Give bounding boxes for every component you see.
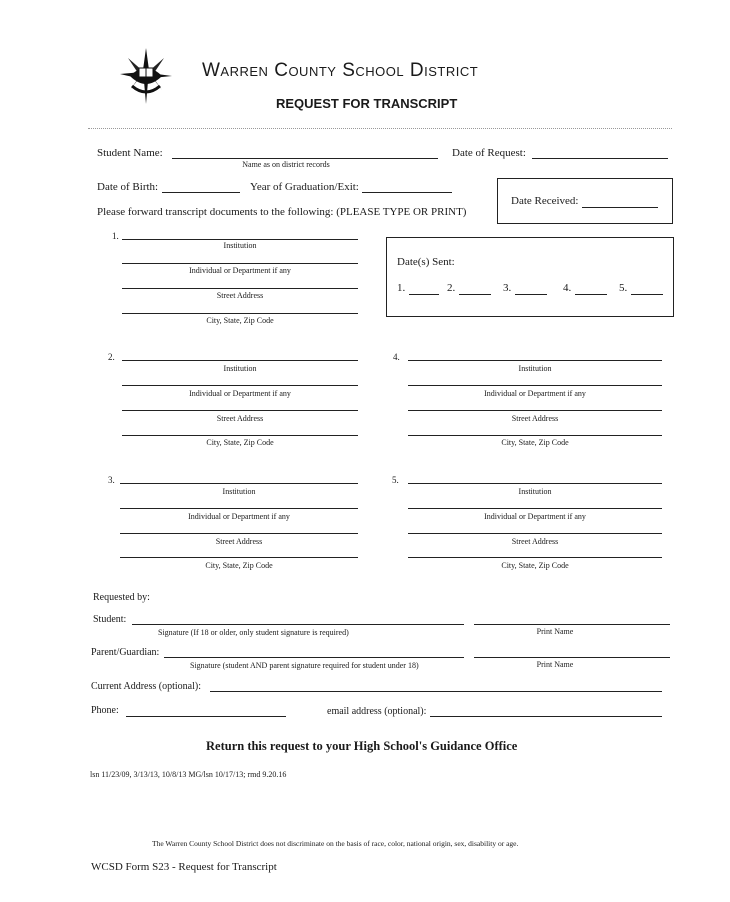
- recipient-4-number: 4.: [393, 352, 400, 362]
- recipient-5-city-caption: City, State, Zip Code: [501, 561, 569, 570]
- recipient-2-department-caption: Individual or Department if any: [189, 389, 291, 398]
- district-logo: [116, 46, 176, 106]
- form-identifier: WCSD Form S23 - Request for Transcript: [91, 861, 277, 873]
- recipient-5-city-field[interactable]: [408, 557, 662, 558]
- recipient-4-city-caption: City, State, Zip Code: [501, 438, 569, 447]
- recipient-3-department-field[interactable]: [120, 508, 358, 509]
- email-field[interactable]: [430, 716, 662, 717]
- recipient-5-institution-caption: Institution: [518, 487, 552, 496]
- sent-field-3[interactable]: [515, 294, 547, 295]
- student-signature-field[interactable]: [132, 624, 464, 625]
- sent-field-5[interactable]: [631, 294, 663, 295]
- dates-sent-label: Date(s) Sent:: [397, 256, 455, 268]
- recipient-1-department-field[interactable]: [122, 263, 358, 264]
- recipient-3-number: 3.: [108, 475, 115, 485]
- parent-signature-caption: Signature (student AND parent signature required for student under 18): [190, 661, 419, 670]
- recipient-3-street-caption: Street Address: [215, 537, 263, 546]
- recipient-1-street-caption: Street Address: [216, 291, 264, 300]
- recipient-2-street-field[interactable]: [122, 410, 358, 411]
- student-print-name-field[interactable]: [474, 624, 670, 625]
- revision-history: lsn 11/23/09, 3/13/13, 10/8/13 MG/lsn 10/17/13; rmd 9.20.16: [90, 770, 287, 779]
- recipient-2-street-caption: Street Address: [216, 414, 264, 423]
- current-address-label: Current Address (optional):: [91, 681, 201, 692]
- recipient-5-institution-field[interactable]: [408, 483, 662, 484]
- recipient-4-department-caption: Individual or Department if any: [484, 389, 586, 398]
- sent-field-2[interactable]: [459, 294, 491, 295]
- recipient-5-street-field[interactable]: [408, 533, 662, 534]
- phone-field[interactable]: [126, 716, 286, 717]
- parent-label: Parent/Guardian:: [91, 647, 160, 658]
- nondiscrimination-statement: The Warren County School District does not discriminate on the basis of race, color, national origin, sex, disability or age.: [152, 839, 519, 848]
- dates-sent-box: [386, 237, 674, 317]
- recipient-4-street-caption: Street Address: [511, 414, 559, 423]
- student-name-label: Student Name:: [97, 147, 163, 159]
- recipient-1-institution-caption: Institution: [223, 241, 257, 250]
- recipient-2-city-field[interactable]: [122, 435, 358, 436]
- date-request-label: Date of Request:: [452, 147, 526, 159]
- recipient-4-city-field[interactable]: [408, 435, 662, 436]
- parent-print-name-caption: Print Name: [536, 660, 574, 669]
- recipient-3-department-caption: Individual or Department if any: [188, 512, 290, 521]
- recipient-2-number: 2.: [108, 352, 115, 362]
- sent-field-1[interactable]: [409, 294, 439, 295]
- recipient-1-institution-field[interactable]: [122, 239, 358, 240]
- recipient-5-number: 5.: [392, 475, 399, 485]
- forward-instructions: Please forward transcript documents to the following: (PLEASE TYPE OR PRINT): [97, 206, 467, 218]
- recipient-4-street-field[interactable]: [408, 410, 662, 411]
- sent-num-4: 4.: [563, 282, 572, 294]
- sent-num-5: 5.: [619, 282, 628, 294]
- date-request-field[interactable]: [532, 158, 668, 159]
- form-title: REQUEST FOR TRANSCRIPT: [276, 96, 458, 111]
- parent-signature-field[interactable]: [164, 657, 464, 658]
- sent-num-1: 1.: [397, 282, 406, 294]
- recipient-3-city-field[interactable]: [120, 557, 358, 558]
- recipient-1-city-caption: City, State, Zip Code: [206, 316, 274, 325]
- recipient-3-street-field[interactable]: [120, 533, 358, 534]
- header-divider: [88, 128, 672, 129]
- recipient-1-number: 1.: [112, 231, 119, 241]
- dob-field[interactable]: [162, 192, 240, 193]
- district-name: Warren County School District: [202, 60, 479, 81]
- requested-by-label: Requested by:: [93, 592, 150, 603]
- student-print-name-caption: Print Name: [536, 627, 574, 636]
- recipient-2-institution-caption: Institution: [223, 364, 257, 373]
- sent-num-3: 3.: [503, 282, 512, 294]
- recipient-4-institution-field[interactable]: [408, 360, 662, 361]
- recipient-5-department-caption: Individual or Department if any: [484, 512, 586, 521]
- student-signature-caption: Signature (If 18 or older, only student signature is required): [158, 628, 349, 637]
- recipient-3-city-caption: City, State, Zip Code: [205, 561, 273, 570]
- recipient-4-institution-caption: Institution: [518, 364, 552, 373]
- recipient-3-institution-caption: Institution: [222, 487, 256, 496]
- recipient-1-department-caption: Individual or Department if any: [189, 266, 291, 275]
- recipient-3-institution-field[interactable]: [120, 483, 358, 484]
- date-received-box: [497, 178, 673, 224]
- recipient-4-department-field[interactable]: [408, 385, 662, 386]
- graduation-label: Year of Graduation/Exit:: [250, 181, 359, 193]
- student-name-field[interactable]: [172, 158, 438, 159]
- recipient-2-department-field[interactable]: [122, 385, 358, 386]
- recipient-2-institution-field[interactable]: [122, 360, 358, 361]
- date-received-label: Date Received:: [511, 195, 579, 207]
- date-received-field[interactable]: [582, 207, 658, 208]
- phone-label: Phone:: [91, 705, 119, 716]
- graduation-field[interactable]: [362, 192, 452, 193]
- recipient-1-street-field[interactable]: [122, 288, 358, 289]
- sent-num-2: 2.: [447, 282, 456, 294]
- current-address-field[interactable]: [210, 691, 662, 692]
- email-label: email address (optional):: [327, 706, 427, 717]
- student-name-caption: Name as on district records: [242, 160, 330, 169]
- compass-logo-icon: [116, 46, 176, 106]
- recipient-2-city-caption: City, State, Zip Code: [206, 438, 274, 447]
- parent-print-name-field[interactable]: [474, 657, 670, 658]
- recipient-5-department-field[interactable]: [408, 508, 662, 509]
- recipient-5-street-caption: Street Address: [511, 537, 559, 546]
- return-instructions: Return this request to your High School's Guidance Office: [206, 739, 518, 753]
- sent-field-4[interactable]: [575, 294, 607, 295]
- dob-label: Date of Birth:: [97, 181, 159, 193]
- student-sig-label: Student:: [93, 614, 127, 625]
- recipient-1-city-field[interactable]: [122, 313, 358, 314]
